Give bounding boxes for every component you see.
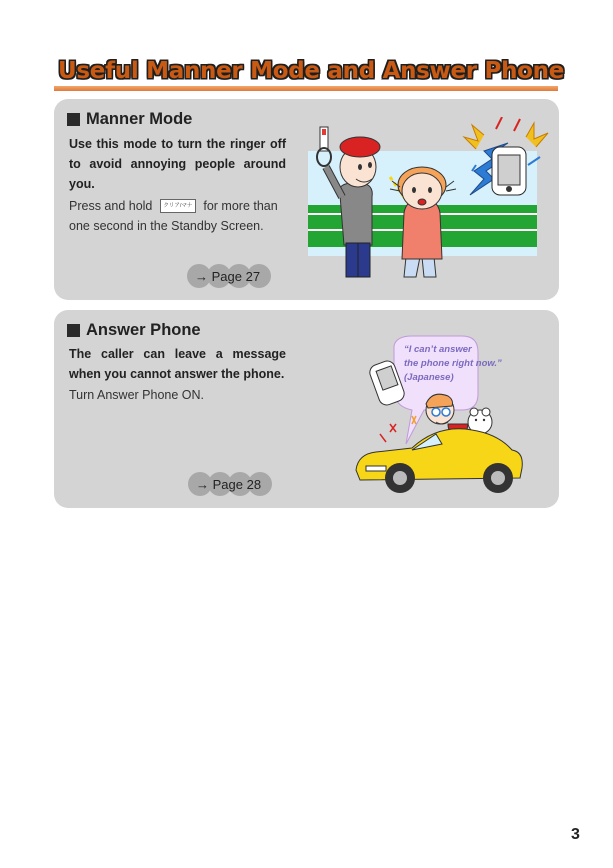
speech-line-3: (Japanese) [404,372,454,383]
manner-mode-illustration [308,117,553,279]
title-underline [54,86,558,91]
square-bullet-icon [67,324,80,337]
manner-mode-heading [67,110,192,129]
page-ref-link-28[interactable]: → Page 28 [188,472,261,496]
manner-mode-panel [54,99,559,300]
page-number: 3 [571,826,580,843]
manner-mode-body [69,197,287,236]
manner-mode-body-part2: for more than one second in the Standby Screen. [69,199,278,233]
square-bullet-icon [67,113,80,126]
speech-line-1: “I can’t answer [404,344,472,355]
page-ref-label-27: Page 27 [211,268,261,284]
answer-phone-panel [54,310,559,508]
answer-phone-body: Turn Answer Phone ON. [69,388,205,402]
page-ref-link-27[interactable]: → Page 27 [187,264,260,288]
answer-phone-illustration [352,332,528,496]
answer-phone-heading-text: Answer Phone [86,321,201,339]
answer-phone-lead: The caller can leave a message when you cannot answer the phone. [69,347,286,381]
manner-mode-heading-text: Manner Mode [86,110,193,128]
clear-manner-key-icon: クリア/マナ [160,199,196,213]
manner-mode-lead: Use this mode to turn the ringer off to avoid annoying people around you. [69,137,286,191]
answer-phone-heading [67,321,201,340]
page-title: Useful Manner Mode and Answer Phone [58,58,565,84]
page-ref-label-28: Page 28 [212,476,262,492]
manner-mode-body-part1: Press and hold [69,199,153,213]
speech-line-2: the phone right now.” [404,358,502,369]
